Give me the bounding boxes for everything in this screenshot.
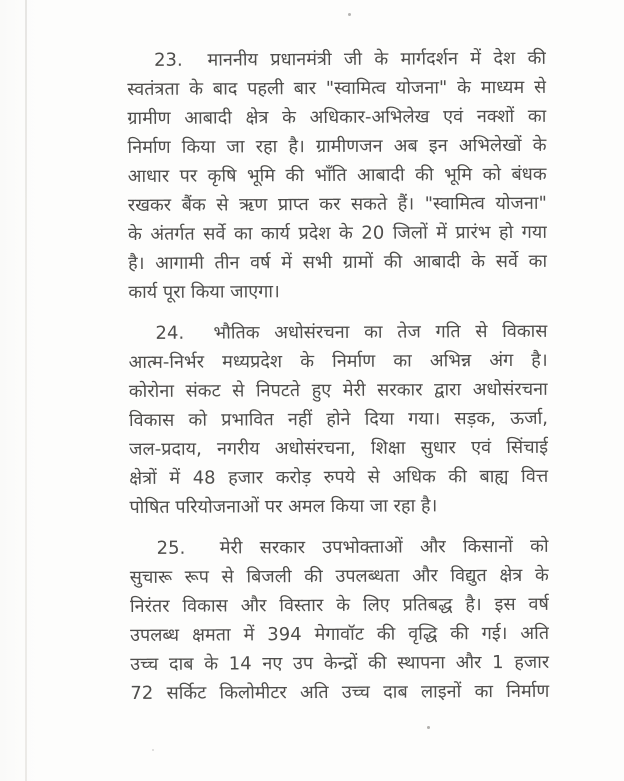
text-line: ग्रामीण आबादी क्षेत्र के अधिकार-अभिलेख एवं नक्शों का [127, 105, 547, 129]
text-line: निरंतर विकास और विस्तार के लिए प्रतिबद्ध है। इस वर्ष [129, 593, 549, 617]
text-line: पोषित परियोजनाओं पर अमल किया जा रहा है। [129, 495, 438, 518]
scan-speck [427, 726, 430, 729]
paragraph-24 [128, 317, 548, 522]
text-line: आत्म-निर्भर मध्यप्रदेश के निर्माण का अभिन्न अंग है। [128, 349, 548, 373]
text-line: 25. मेरी सरकार उपभोक्ताओं और किसानों को [156, 535, 549, 559]
paragraph-23 [127, 44, 547, 307]
paragraph-25 [130, 532, 550, 708]
text-line: आधार पर कृषि भूमि की भाँति आबादी की भूमि को बंधक [127, 163, 547, 187]
text-line: कार्य पूरा किया जाएगा। [128, 281, 280, 303]
text-line: क्षेत्रों में 48 हजार करोड़ रुपये से अधिक की बाह्य वित्त [129, 465, 549, 489]
text-line: रखकर बैंक से ऋण प्राप्त कर सकते हैं। "स्वामित्व योजना" [127, 192, 547, 216]
text-line: सुचारू रूप से बिजली की उपलब्धता और विद्युत क्षेत्र के [129, 564, 549, 588]
page-fold-line [25, 0, 27, 781]
text-line: 23. माननीय प्रधानमंत्री जी के मार्गदर्शन में देश की [154, 47, 547, 71]
text-line: उच्च दाब के 14 नए उप केन्द्रों की स्थापना और 1 हजार [130, 651, 550, 675]
scan-speck [348, 13, 351, 16]
text-line: उपलब्ध क्षमता में 394 मेगावॉट की वृद्धि की गई। अति [130, 622, 550, 646]
text-line: है। आगामी तीन वर्ष में सभी ग्रामों की आबादी के सर्वे का [128, 250, 548, 274]
text-line: जल-प्रदाय, नगरीय अधोसंरचना, शिक्षा सुधार एवं सिंचाई [129, 436, 549, 460]
text-line: स्वतंत्रता के बाद पहली बार "स्वामित्व योजना" के माध्यम से [127, 76, 547, 100]
text-line: कोरोना संकट से निपटते हुए मेरी सरकार द्वारा अधोसंरचना [128, 378, 548, 402]
scan-speck [152, 749, 154, 751]
text-line: 24. भौतिक अधोसंरचना का तेज गति से विकास [155, 320, 548, 344]
text-line: विकास को प्रभावित नहीं होने दिया गया। सड़क, ऊर्जा, [128, 407, 549, 431]
text-line: 72 सर्किट किलोमीटर अति उच्च दाब लाइनों का निर्माण [130, 680, 550, 704]
text-line: के अंतर्गत सर्वे का कार्य प्रदेश के 20 जिलों में प्रारंभ हो गया [127, 221, 548, 245]
text-line: निर्माण किया जा रहा है। ग्रामीणजन अब इन अभिलेखों के [127, 134, 547, 158]
document-text-block [127, 44, 550, 720]
